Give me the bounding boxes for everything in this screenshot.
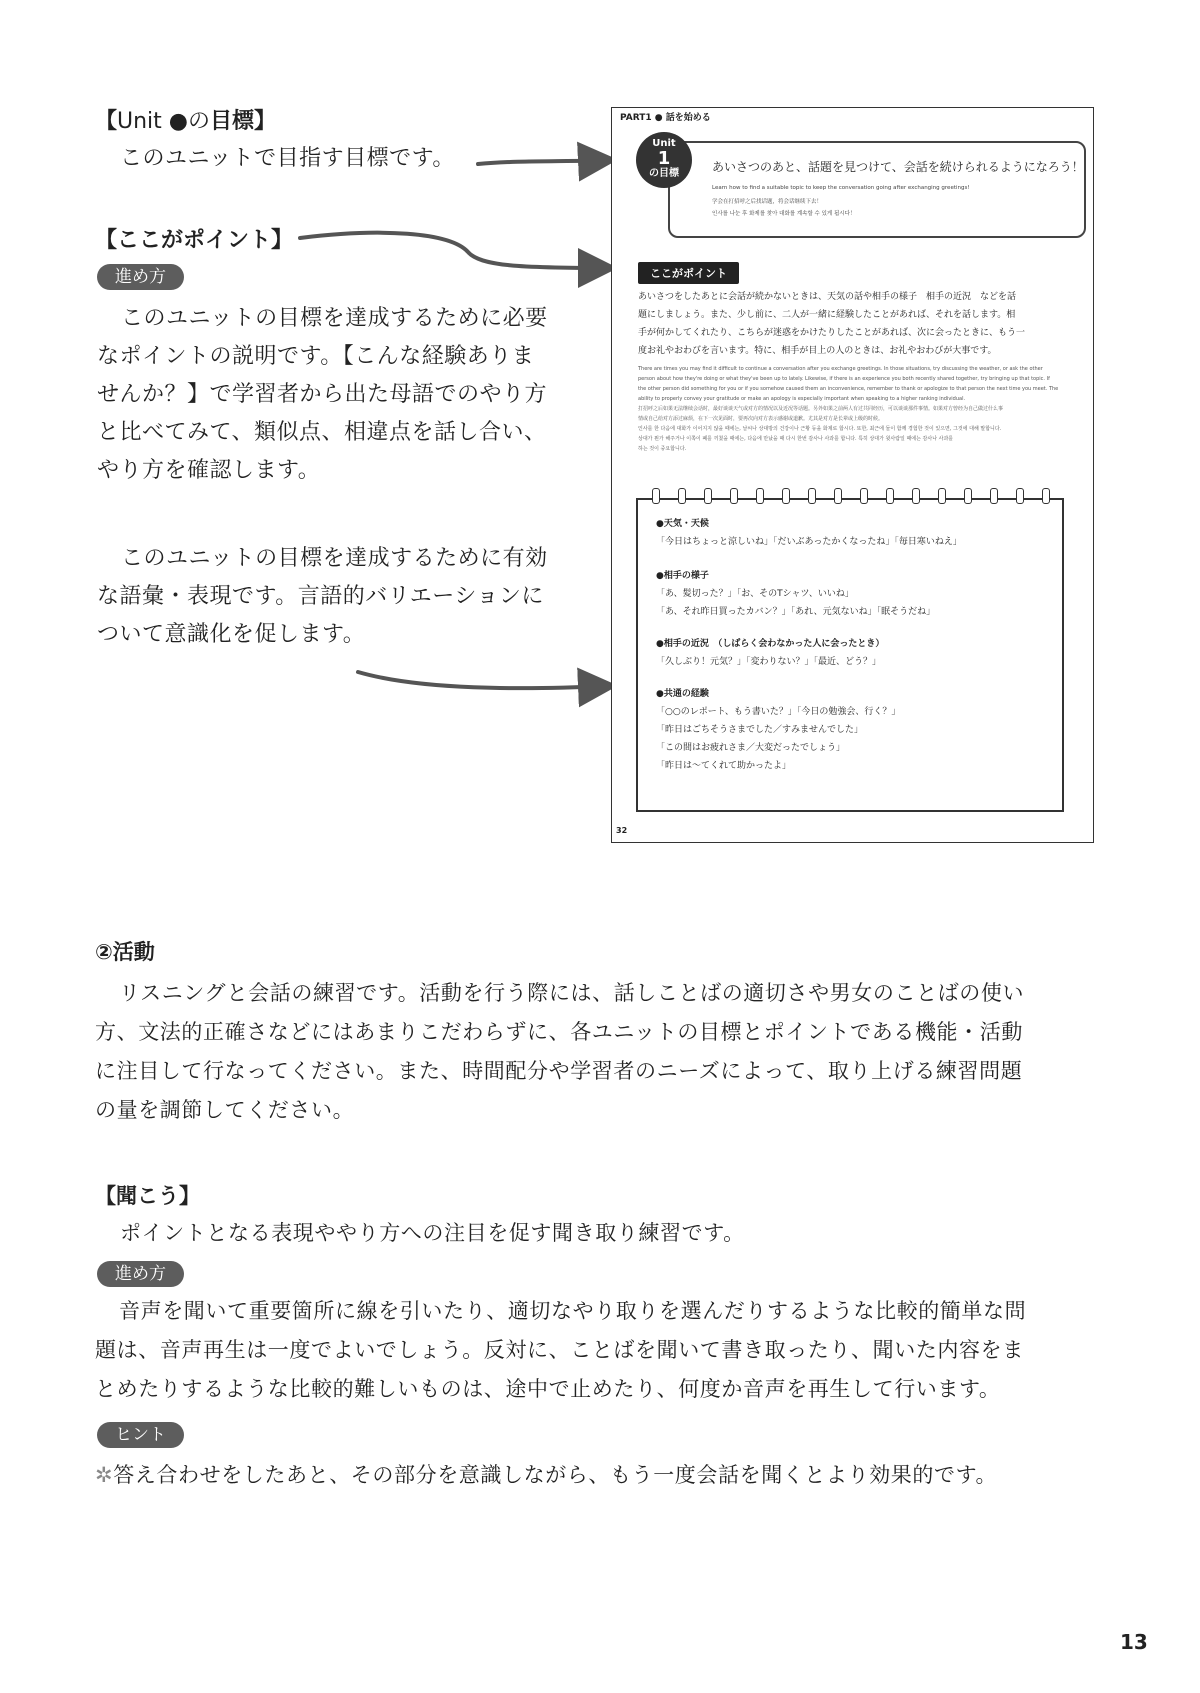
- note-head: ●共通の経験: [656, 689, 709, 699]
- ring: [834, 488, 842, 504]
- listen-intro: ポイントとなる表現ややり方への注目を促す聞き取り練習です。: [120, 1221, 745, 1245]
- how-pill-2: [97, 1261, 184, 1287]
- text-line: 方、文法的正確さなどにはあまりこだわらずに、各ユニットの目標とポイントである機能・活動: [95, 1020, 1023, 1044]
- ring: [964, 488, 972, 504]
- bracket: 【: [95, 109, 118, 134]
- text-line: な語彙・表現です。言語的バリエーションに: [97, 584, 544, 609]
- thumb-part-label: PART1 ● 話を始める: [620, 113, 711, 123]
- ring: [678, 488, 686, 504]
- note-line: 「昨日は～てくれて助かったよ」: [656, 761, 792, 771]
- thumb-point-tag: ここがポイント: [638, 262, 739, 284]
- activity-description: [95, 974, 1105, 1130]
- arrow-goal: [478, 160, 610, 164]
- thumb-goal-en: Learn how to find a suitable topic to keep the conversation going after exchanging greetings!: [712, 185, 970, 191]
- hint-sentence: 答え合わせをしたあと、その部分を意識しながら、もう一度会話を聞くとより効果的です。: [113, 1463, 998, 1487]
- note-line: 「あ、髪切った？」「お、そのTシャツ、いいね」: [656, 589, 854, 599]
- goal-heading-strong: 目標: [210, 109, 255, 134]
- hint-text: [95, 1456, 997, 1495]
- text-line: ついて意識化を促します。: [97, 622, 366, 647]
- listen-heading: 【聞こう】: [95, 1184, 200, 1208]
- text-line: There are times you may find it difficult to continue a conversation after you exchange greetings. In those situations, try discussing the weather, or ask the other: [638, 366, 1043, 372]
- badge-num: 1: [657, 148, 671, 169]
- text-line: 인사를 한 다음에 대화가 이어지지 않을 때에는, 날씨나 상대방의 건강이나 근황 등을 화제로 합시다. 또한, 최근에 둘이 함께 경험한 것이 있으면, 그것에 대해 말합니다.: [638, 426, 1002, 432]
- ring: [990, 488, 998, 504]
- text-line: あいさつをしたあとに会話が続かないときは、天気の話や相手の様子 相手の近況 などを話: [638, 292, 1017, 302]
- note-line: 「○○のレポート、もう書いた？」「今日の勉強会、行く？」: [656, 707, 901, 717]
- ring: [886, 488, 894, 504]
- text-line: このユニットの目標を達成するために有効: [121, 546, 548, 571]
- text-line: ability to properly convey your gratitude or make an apology is especially important when speaking to a higher ranking individual.: [638, 396, 966, 402]
- thumb-point-text: [638, 288, 1068, 360]
- hint-pill: [97, 1422, 184, 1448]
- pill-label: 進め方: [97, 1261, 184, 1287]
- text-line: 題は、音声再生は一度でよいでしょう。反対に、ことばを聞いて書き取ったり、聞いた内容をま: [95, 1338, 1024, 1362]
- thumb-goal-ko: 인사를 나눈 후 화제를 찾아 대화를 계속할 수 있게 됩시다！: [712, 211, 856, 217]
- note-line: 「昨日はごちそうさまでした／すみませんでした」: [656, 725, 864, 735]
- text-line: the other person did something for you or if you somehow caused them an inconvenience, remember to thank or apologize to that person the next time you meet. The: [638, 386, 1059, 392]
- text-line: せんか？】で学習者から出た母語でのやり方: [97, 382, 548, 407]
- thumb-page-number: 32: [616, 826, 628, 835]
- point-heading: 【ここがポイント】: [95, 228, 294, 253]
- text-line: と比べてみて、類似点、相違点を話し合い、: [97, 420, 547, 445]
- ring: [756, 488, 764, 504]
- text-line: 情或自己给对方添过麻烦，在下一次见面时，要再次向对方表示感谢或道歉。尤其是对方是长辈或上级的时候。: [638, 416, 884, 422]
- pill-label: ヒント: [97, 1422, 184, 1448]
- textbook-page-thumbnail: [611, 107, 1094, 843]
- text-line: の量を調節してください。: [95, 1098, 355, 1122]
- note-head: ●相手の様子: [656, 571, 709, 581]
- text-line: とめたりするような比較的難しいものは、途中で止めたり、何度か音声を再生して行います。: [95, 1377, 1001, 1401]
- thumb-goal: あいさつのあと、話題を見つけて、会話を続けられるようになろう！: [712, 160, 1084, 174]
- text-line: やり方を確認します。: [97, 458, 321, 483]
- ring: [730, 488, 738, 504]
- text-line: 度お礼やおわびを言います。特に、相手が目上の人のときは、お礼やおわびが大事です。: [638, 346, 997, 356]
- thumb-translations: [638, 364, 1068, 454]
- text-line: 手が何かしてくれたり、こちらが迷惑をかけたりしたことがあれば、次に会ったときに、もう一: [638, 328, 1026, 338]
- goal-description: このユニットで目指す目標です。: [120, 146, 455, 171]
- note-head: ●相手の近況 （しばらく会わなかった人に会ったとき）: [656, 639, 885, 649]
- activity-heading: ②活動: [95, 940, 155, 964]
- text-line: 하는 것이 중요합니다.: [638, 446, 687, 452]
- arrow-point: [300, 233, 610, 268]
- text-line: person about how they're doing or what they've been up to lately. Likewise, if there is an experience you both recently shared together, try bringing up that topic. If: [638, 376, 1050, 382]
- note-line: 「久しぶり！元気？」「変わりない？」「最近、どう？」: [656, 657, 882, 667]
- text-line: 音声を聞いて重要箇所に線を引いたり、適切なやり取りを選んだりするような比較的簡単な問: [119, 1299, 1027, 1323]
- thumb-goal-zh: 学会在打招呼之后找话题，将会话继续下去！: [712, 199, 823, 205]
- asterisk-icon: ✲: [95, 1463, 114, 1487]
- ring: [782, 488, 790, 504]
- ring: [808, 488, 816, 504]
- badge-label: の目標: [649, 168, 679, 179]
- arrow-vocab: [358, 672, 610, 688]
- page-number: 13: [1120, 1630, 1148, 1654]
- bracket: 】: [254, 109, 277, 134]
- thumb-unit-badge: [636, 132, 692, 188]
- text-line: 題にしましょう。また、少し前に、二人が一緒に経験したことがあれば、それを話します。相: [638, 310, 1016, 320]
- ring: [938, 488, 946, 504]
- ring: [652, 488, 660, 504]
- text-line: に注目して行なってください。また、時間配分や学習者のニーズによって、取り上げる練習問題: [95, 1059, 1023, 1083]
- badge-unit: Unit: [652, 138, 676, 149]
- ring: [912, 488, 920, 504]
- ring: [860, 488, 868, 504]
- text-line: このユニットの目標を達成するために必要: [121, 306, 548, 331]
- note-line: 「この間はお疲れさま／大変だったでしょう」: [656, 743, 846, 753]
- ring: [1016, 488, 1024, 504]
- thumb-notebook-box: [636, 498, 1064, 812]
- ring: [1042, 488, 1050, 504]
- pill-label: 進め方: [97, 264, 184, 290]
- text-line: なポイントの説明です。【こんな経験ありま: [97, 344, 535, 369]
- text-line: 打招呼之后如果无法继续会话时，最好谈谈天气或对方的情况以及近况等话题。另外如果之前两人有过共同经历，可以谈谈那件事情。如果对方曾经为自己做过什么事: [638, 406, 1004, 412]
- note-line: 「今日はちょっと涼しいね」「だいぶあったかくなったね」「毎日寒いねえ」: [656, 537, 962, 547]
- note-line: 「あ、それ昨日買ったカバン？」「あれ、元気ないね」「眠そうだね」: [656, 607, 936, 617]
- text-line: リスニングと会話の練習です。活動を行う際には、話しことばの適切さや男女のことばの使い: [119, 981, 1025, 1005]
- listen-how-description: [95, 1292, 1105, 1409]
- note-head: ●天気・天候: [656, 519, 709, 529]
- text-line: 상대가 뭔가 해주거나 이쪽이 폐를 끼쳤을 때에는, 다음에 만났을 때 다시 한번 감사나 사과를 합니다. 특히 상대가 윗사람일 때에는 감사나 사과를: [638, 436, 954, 442]
- goal-heading-unit: Unit ●の: [117, 109, 210, 134]
- ring: [704, 488, 712, 504]
